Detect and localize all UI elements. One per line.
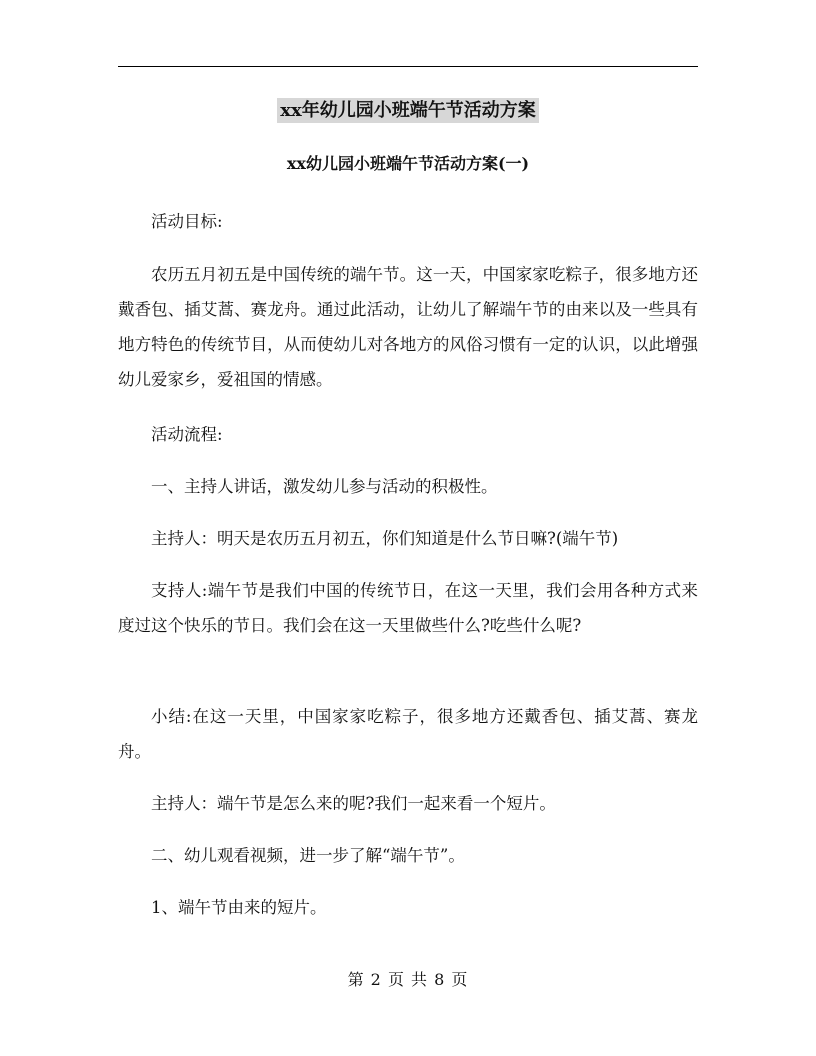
paragraph-item-one: 1、端午节由来的短片。 xyxy=(151,898,327,917)
paragraph-goal-heading: 活动目标: xyxy=(151,212,223,231)
paragraph-host-origin: 主持人：端午节是怎么来的呢?我们一起来看一个短片。 xyxy=(151,794,556,813)
document-subtitle: xx幼儿园小班端午节活动方案(一) xyxy=(286,154,530,173)
paragraph-goal-body: 农历五月初五是中国传统的端午节。这一天，中国家家吃粽子，很多地方还戴香包、插艾蒿、赛龙舟。通过此活动，让幼儿了解端午节的由来以及一些具有地方特色的传统节目，从而使幼儿对各地方的风俗习惯有一定的认识，以此增强幼儿爱家乡，爱祖国的情感。 xyxy=(118,265,698,389)
paragraph-summary: 小结:在这一天里，中国家家吃粽子，很多地方还戴香包、插艾蒿、赛龙舟。 xyxy=(118,707,698,761)
paragraph-step-two: 二、幼儿观看视频，进一步了解“端午节”。 xyxy=(151,846,465,865)
paragraph-host-question: 主持人：明天是农历五月初五，你们知道是什么节日嘛?(端午节) xyxy=(151,529,619,548)
document-title xyxy=(0,96,816,126)
paragraph-supporter-speech: 支持人:端午节是我们中国的传统节日，在这一天里，我们会用各种方式来度过这个快乐的节日。我们会在这一天里做些什么?吃些什么呢? xyxy=(118,581,698,635)
document-title-text: xx年幼儿园小班端午节活动方案 xyxy=(277,98,538,123)
page-number: 第 2 页 共 8 页 xyxy=(347,970,469,989)
paragraph-process-heading: 活动流程: xyxy=(151,425,223,444)
paragraph-step-one: 一、主持人讲话，激发幼儿参与活动的积极性。 xyxy=(151,477,498,496)
header-rule xyxy=(118,66,698,67)
